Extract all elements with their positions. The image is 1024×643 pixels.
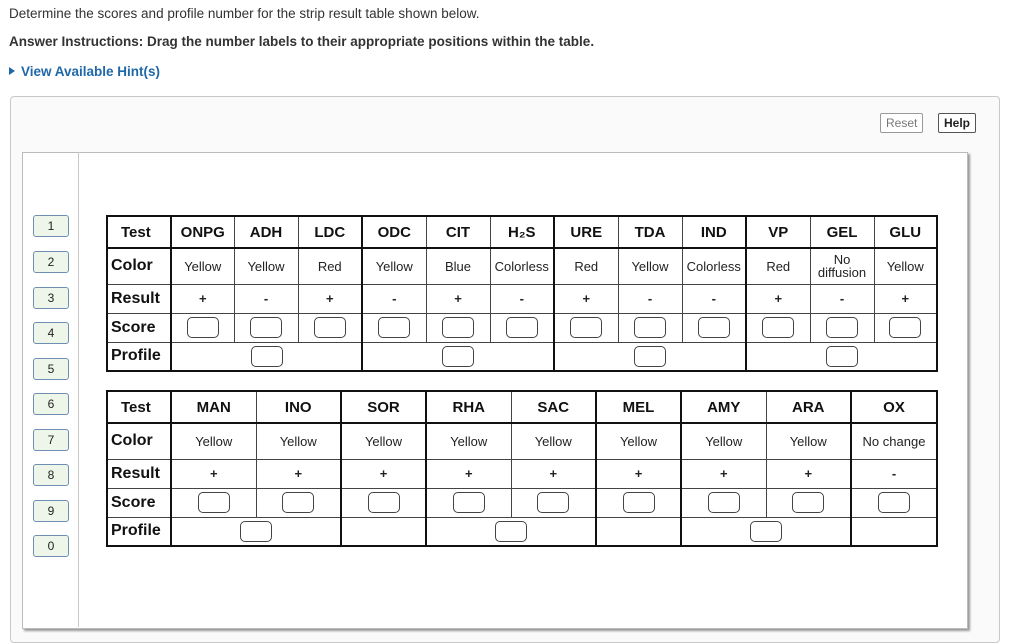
row-label-result: Result <box>107 284 171 313</box>
score-drop-target[interactable] <box>878 492 910 513</box>
result-cell: - <box>234 284 298 313</box>
score-drop-target[interactable] <box>198 492 230 513</box>
score-drop-target[interactable] <box>634 317 666 338</box>
result-cell: - <box>682 284 746 313</box>
result-cell: + <box>341 459 426 488</box>
profile-drop-target[interactable] <box>251 346 283 367</box>
test-header: H₂S <box>490 216 554 248</box>
color-cell: Yellow <box>171 423 256 459</box>
expand-triangle-icon <box>9 67 15 75</box>
score-drop-target[interactable] <box>187 317 219 338</box>
color-cell: Yellow <box>766 423 851 459</box>
result-cell: + <box>681 459 766 488</box>
result-cell: + <box>511 459 596 488</box>
result-cell: - <box>810 284 874 313</box>
score-drop-target[interactable] <box>442 317 474 338</box>
test-header: GEL <box>810 216 874 248</box>
number-label-4[interactable]: 4 <box>33 322 69 344</box>
number-label-3[interactable]: 3 <box>33 287 69 309</box>
row-label-score: Score <box>107 488 171 517</box>
test-header: VP <box>746 216 810 248</box>
row-label-color: Color <box>107 248 171 284</box>
reset-button[interactable]: Reset <box>880 113 923 133</box>
row-label-result: Result <box>107 459 171 488</box>
result-cell: + <box>426 459 511 488</box>
test-header: MEL <box>596 391 681 423</box>
score-drop-target[interactable] <box>623 492 655 513</box>
result-cell: - <box>851 459 937 488</box>
score-drop-target[interactable] <box>314 317 346 338</box>
test-header: INO <box>256 391 341 423</box>
test-header: ONPG <box>171 216 234 248</box>
number-label-2[interactable]: 2 <box>33 251 69 273</box>
result-cell: + <box>256 459 341 488</box>
result-cell: - <box>362 284 426 313</box>
profile-drop-target[interactable] <box>442 346 474 367</box>
color-cell: Yellow <box>874 248 937 284</box>
test-header: AMY <box>681 391 766 423</box>
row-label-score: Score <box>107 313 171 342</box>
row-label-test: Test <box>107 391 171 423</box>
view-hints-label: View Available Hint(s) <box>21 64 161 79</box>
test-header: CIT <box>426 216 490 248</box>
test-header: RHA <box>426 391 511 423</box>
color-cell: Yellow <box>618 248 682 284</box>
profile-drop-target[interactable] <box>750 521 782 542</box>
color-cell: Red <box>746 248 810 284</box>
row-label-profile: Profile <box>107 342 171 371</box>
number-label-0[interactable]: 0 <box>33 535 69 557</box>
color-cell: Blue <box>426 248 490 284</box>
result-cell: - <box>490 284 554 313</box>
score-drop-target[interactable] <box>368 492 400 513</box>
number-label-5[interactable]: 5 <box>33 358 69 380</box>
test-header: GLU <box>874 216 937 248</box>
profile-drop-target[interactable] <box>634 346 666 367</box>
answer-instructions: Answer Instructions: Drag the number labels to their appropriate positions within the table. <box>9 34 595 49</box>
result-cell: + <box>766 459 851 488</box>
test-header: OX <box>851 391 937 423</box>
help-button[interactable]: Help <box>938 113 976 133</box>
result-cell: + <box>171 459 256 488</box>
strip-result-table-2 <box>106 390 938 547</box>
question-text: Determine the scores and profile number for the strip result table shown below. <box>9 6 480 21</box>
result-cell: + <box>554 284 618 313</box>
color-cell: Red <box>554 248 618 284</box>
score-drop-target[interactable] <box>889 317 921 338</box>
label-column-divider <box>78 152 79 627</box>
test-header: TDA <box>618 216 682 248</box>
test-header: IND <box>682 216 746 248</box>
row-label-test: Test <box>107 216 171 248</box>
color-cell: Yellow <box>171 248 234 284</box>
score-drop-target[interactable] <box>282 492 314 513</box>
number-label-6[interactable]: 6 <box>33 393 69 415</box>
color-cell: Yellow <box>234 248 298 284</box>
test-header: LDC <box>298 216 362 248</box>
number-label-9[interactable]: 9 <box>33 500 69 522</box>
score-drop-target[interactable] <box>250 317 282 338</box>
number-label-8[interactable]: 8 <box>33 464 69 486</box>
profile-drop-target[interactable] <box>826 346 858 367</box>
color-cell: Red <box>298 248 362 284</box>
color-cell: No diffusion <box>810 248 874 284</box>
result-cell: + <box>746 284 810 313</box>
strip-result-table-1 <box>106 215 938 372</box>
color-cell: Colorless <box>682 248 746 284</box>
color-cell: Yellow <box>256 423 341 459</box>
test-header: ARA <box>766 391 851 423</box>
color-cell: Yellow <box>362 248 426 284</box>
score-drop-target[interactable] <box>792 492 824 513</box>
color-cell: Yellow <box>426 423 511 459</box>
result-cell: + <box>298 284 362 313</box>
result-cell: + <box>171 284 234 313</box>
test-header: MAN <box>171 391 256 423</box>
score-drop-target[interactable] <box>378 317 410 338</box>
score-drop-target[interactable] <box>537 492 569 513</box>
number-label-1[interactable]: 1 <box>33 215 69 237</box>
score-drop-target[interactable] <box>708 492 740 513</box>
profile-drop-target[interactable] <box>495 521 527 542</box>
score-drop-target[interactable] <box>698 317 730 338</box>
test-header: URE <box>554 216 618 248</box>
row-label-profile: Profile <box>107 517 171 546</box>
score-drop-target[interactable] <box>570 317 602 338</box>
color-cell: Colorless <box>490 248 554 284</box>
result-cell: + <box>596 459 681 488</box>
test-header: ADH <box>234 216 298 248</box>
color-cell: Yellow <box>596 423 681 459</box>
profile-drop-target[interactable] <box>240 521 272 542</box>
color-cell: Yellow <box>681 423 766 459</box>
test-header: ODC <box>362 216 426 248</box>
result-cell: + <box>874 284 937 313</box>
test-header: SOR <box>341 391 426 423</box>
result-cell: + <box>426 284 490 313</box>
row-label-color: Color <box>107 423 171 459</box>
score-drop-target[interactable] <box>826 317 858 338</box>
test-header: SAC <box>511 391 596 423</box>
score-drop-target[interactable] <box>762 317 794 338</box>
score-drop-target[interactable] <box>506 317 538 338</box>
number-label-7[interactable]: 7 <box>33 429 69 451</box>
color-cell: No change <box>851 423 937 459</box>
view-hints-link[interactable] <box>9 64 160 79</box>
color-cell: Yellow <box>341 423 426 459</box>
score-drop-target[interactable] <box>453 492 485 513</box>
result-cell: - <box>618 284 682 313</box>
color-cell: Yellow <box>511 423 596 459</box>
